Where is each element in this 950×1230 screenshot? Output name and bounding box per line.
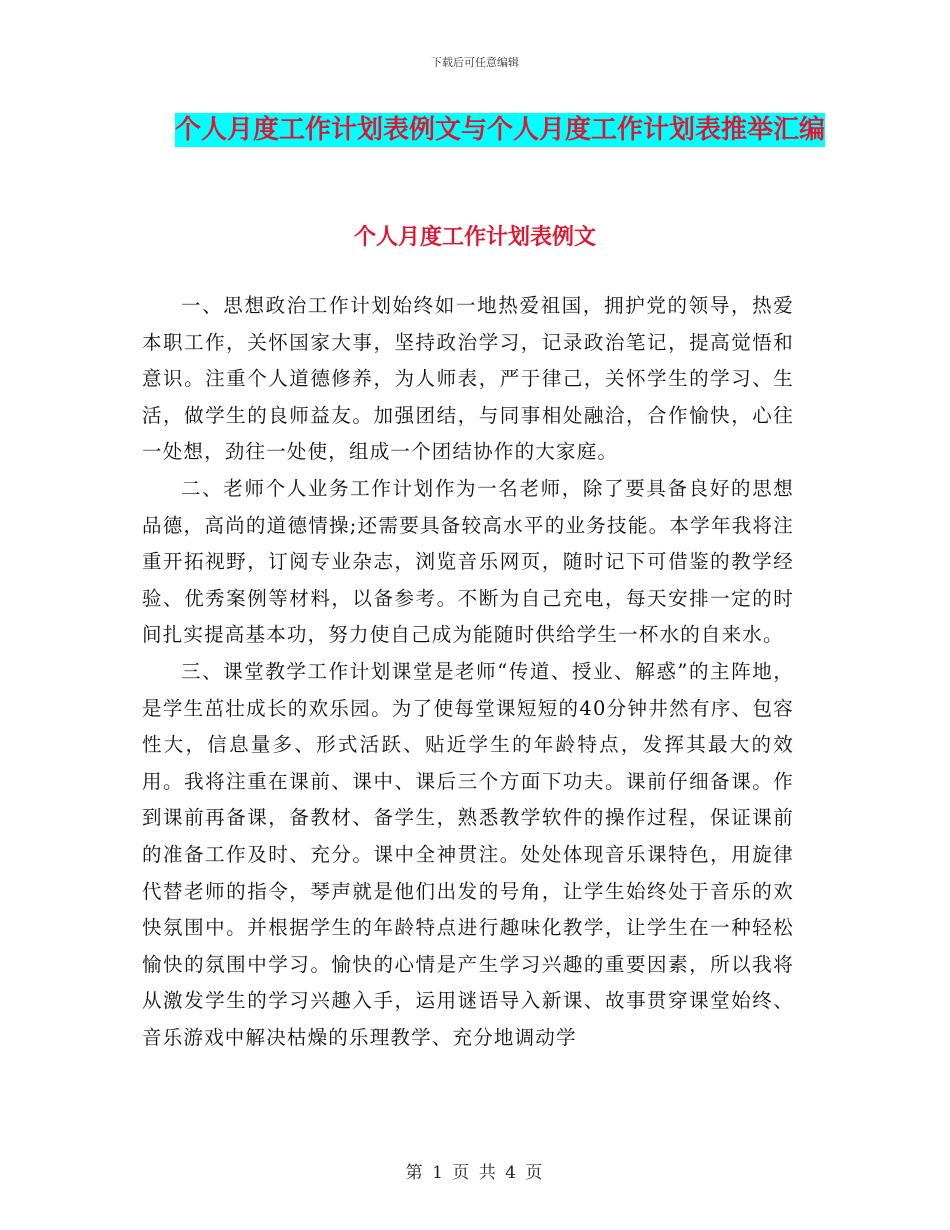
document-body bbox=[142, 288, 794, 1056]
paragraph-1: 一、思想政治工作计划始终如一地热爱祖国，拥护党的领导，热爱本职工作，关怀国家大事，坚持政治学习，记录政治笔记，提高觉悟和意识。注重个人道德修养，为人师表，严于律己，关怀学生的学习、生活，做学生的良师益友。加强团结，与同事相处融洽，合作愉快，心往一处想，劲往一处使，组成一个团结协作的大家庭。 bbox=[142, 294, 794, 464]
page-header-note: 下载后可任意编辑 bbox=[431, 56, 519, 69]
section-title: 个人月度工作计划表例文 bbox=[353, 225, 596, 250]
page-footer: 第 1 页 共 4 页 bbox=[405, 1163, 545, 1183]
paragraph-3: 三、课堂教学工作计划课堂是老师“传道、授业、解惑”的主阵地，是学生茁壮成长的欢乐园。为了使每堂课短短的40分钟井然有序、包容性大，信息量多、形式活跃、贴近学生的年龄特点，发挥其最大的效用。我将注重在课前、课中、课后三个方面下功夫。课前仔细备课。作到课前再备课，备教材、备学生，熟悉教学软件的操作过程，保证课前的准备工作及时、充分。课中全神贯注。处处体现音乐课特色，用旋律代替老师的指令，琴声就是他们出发的号角，让学生始终处于音乐的欢快氛围中。并根据学生的年龄特点进行趣味化教学，让学生在一种轻松愉快的氛围中学习。愉快的心情是产生学习兴趣的重要因素，所以我将从激发学生的学习兴趣入手，运用谜语导入新课、故事贯穿课堂始终、音乐游戏中解决枯燥的乐理教学、充分地调动学 bbox=[142, 659, 794, 1049]
paragraph-2: 二、老师个人业务工作计划作为一名老师，除了要具备良好的思想品德，高尚的道德情操;还需要具备较高水平的业务技能。本学年我将注重开拓视野，订阅专业杂志，浏览音乐网页，随时记下可借鉴的教学经验、优秀案例等材料，以备参考。不断为自己充电，每天安排一定的时间扎实提高基本功，努力使自己成为能随时供给学生一杯水的自来水。 bbox=[142, 476, 794, 647]
document-title-text: 个人月度工作计划表例文与个人月度工作计划表推举汇编 bbox=[174, 115, 825, 145]
document-title bbox=[150, 108, 850, 152]
